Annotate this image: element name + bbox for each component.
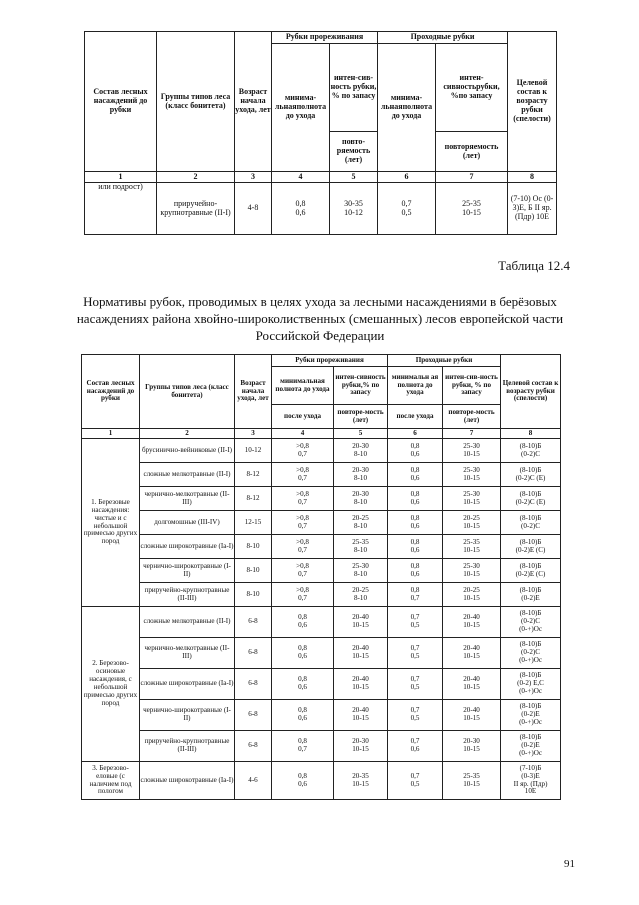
cell-age: 6-8 <box>235 731 272 762</box>
header-thin-min-density: минима-льнаяполнота до ухода <box>272 44 330 172</box>
cell-target: (8-10)Б (0-2)Е (0-+)Ос <box>501 731 561 762</box>
cell-age: 8-10 <box>235 559 272 583</box>
cell-thin-intensity: 20-35 10-15 <box>334 762 388 800</box>
cell-target: (8-10)Б (0-2)С (Е) <box>501 487 561 511</box>
cell-pass-intensity: 25-30 10-15 <box>443 439 501 463</box>
cell-target: (8-10)Б (0-2)С (0-+)Ос <box>501 638 561 669</box>
cell-forest-type: черничнo-мелкотравные (II-III) <box>140 487 235 511</box>
table-row <box>82 669 561 700</box>
table-row <box>82 535 561 559</box>
header-thinning: Рубки прореживания <box>272 355 388 367</box>
cell-thin-density: 0,8 0,7 <box>272 731 334 762</box>
table-row <box>82 511 561 535</box>
top-table <box>84 31 557 235</box>
cell-age: 8-12 <box>235 487 272 511</box>
table-row <box>82 487 561 511</box>
cell-thin-intensity: 20-30 8-10 <box>334 487 388 511</box>
cell-thin-density: >0,8 0,7 <box>272 487 334 511</box>
cell-thin-intensity: 20-40 10-15 <box>334 669 388 700</box>
group-name: 1. Березовые насаждения: чистые и с небольшой примесью других пород <box>82 439 140 607</box>
cell-pass-intensity: 25-30 10-15 <box>443 463 501 487</box>
cell-forest-type: долгомошные (III-IV) <box>140 511 235 535</box>
cell-pass-intensity: 20-30 10-15 <box>443 731 501 762</box>
cell-thin-intensity: 25-30 8-10 <box>334 559 388 583</box>
header-passage: Проходные рубки <box>378 32 508 44</box>
cell-age: 8-10 <box>235 583 272 607</box>
cell-pass-intensity: 20-40 10-15 <box>443 669 501 700</box>
header-age: Возраст начала ухода, лет <box>235 32 272 172</box>
col-number: 8 <box>501 429 561 439</box>
group-name: 3. Березово-еловые (с наличием под пологом <box>82 762 140 800</box>
col-number: 1 <box>85 172 157 183</box>
cell-thin-density: 0,8 0,6 <box>272 183 330 235</box>
cell-target: (7-10) Ос (0-3)Е, Б II яр. (Пдр) 10Е <box>508 183 557 235</box>
header-pass-repeat: повторяемость (лет) <box>436 132 508 172</box>
cell-thin-density: 0,8 0,6 <box>272 669 334 700</box>
cell-thin-density: >0,8 0,7 <box>272 439 334 463</box>
cell-forest-type: приручейно-крупнотравные (II-I) <box>157 183 235 235</box>
cell-pass-density: 0,8 0,6 <box>388 511 443 535</box>
cell-pass-intensity: 20-25 10-15 <box>443 583 501 607</box>
cell-thin-intensity: 30-35 10-12 <box>330 183 378 235</box>
header-pass-min-density: минимальн ая полнота до ухода <box>388 367 443 405</box>
cell-thin-intensity: 25-35 8-10 <box>334 535 388 559</box>
cell-age: 8-10 <box>235 535 272 559</box>
cell-target: (8-10)Б (0-2)Е (0-+)Ос <box>501 700 561 731</box>
header-target: Целевой состав к возрасту рубки (спелости) <box>501 355 561 429</box>
header-after-care: после ухода <box>388 405 443 429</box>
header-thin-repeat: повто-ряемость (лет) <box>330 132 378 172</box>
cell-thin-density: >0,8 0,7 <box>272 511 334 535</box>
header-forest-types: Группы типов леса (класс бонитета) <box>157 32 235 172</box>
header-pass-min-density: минима-льнаяполнота до ухода <box>378 44 436 172</box>
cell-age: 10-12 <box>235 439 272 463</box>
cell-thin-intensity: 20-40 10-15 <box>334 638 388 669</box>
cell-pass-density: 0,7 0,5 <box>388 638 443 669</box>
cell-pass-density: 0,7 0,6 <box>388 731 443 762</box>
cell-target: (8-10)Б (0-2)С (Е) <box>501 463 561 487</box>
col-number: 3 <box>235 172 272 183</box>
header-thin-repeat: повторе-мость (лет) <box>334 405 388 429</box>
col-number: 2 <box>157 172 235 183</box>
cell-thin-density: >0,8 0,7 <box>272 535 334 559</box>
cell-pass-density: 0,8 0,6 <box>388 439 443 463</box>
header-pass-repeat: повторе-мость (лет) <box>443 405 501 429</box>
cell-thin-intensity: 20-30 10-15 <box>334 731 388 762</box>
table-row <box>82 583 561 607</box>
header-passage: Проходные рубки <box>388 355 501 367</box>
col-number: 5 <box>334 429 388 439</box>
header-pass-intensity: интен-сивностьрубки, %по запасу <box>436 44 508 132</box>
table-row <box>82 463 561 487</box>
page-number: 91 <box>564 858 575 870</box>
cell-forest-type: черничнo-мелкотравные (II-III) <box>140 638 235 669</box>
cell-target: (8-10)Б (0-2)Е (С) <box>501 535 561 559</box>
cell-pass-density: 0,7 0,5 <box>378 183 436 235</box>
cell-forest-type: сложные широкотравные (Ia-I) <box>140 762 235 800</box>
cell-forest-type: приручейно-крупнотравные (II-III) <box>140 583 235 607</box>
cell-pass-density: 0,8 0,7 <box>388 583 443 607</box>
cell-pass-intensity: 20-40 10-15 <box>443 700 501 731</box>
header-pass-intensity: интен-сив-ность рубки, % по запасу <box>443 367 501 405</box>
cell-target: (8-10)Б (0-2)Е <box>501 583 561 607</box>
cell-forest-type: сложные широкотравные (Ia-I) <box>140 669 235 700</box>
cell-thin-density: 0,8 0,6 <box>272 607 334 638</box>
cell-age: 8-12 <box>235 463 272 487</box>
header-forest-types: Группы типов леса (класс бонитета) <box>140 355 235 429</box>
col-number: 3 <box>235 429 272 439</box>
cell-target: (8-10)Б (0-2)С <box>501 439 561 463</box>
table-row <box>82 559 561 583</box>
table-row <box>82 439 561 463</box>
table-row <box>82 700 561 731</box>
cell-pass-intensity: 25-35 10-15 <box>443 535 501 559</box>
col-number: 6 <box>388 429 443 439</box>
cell-age: 6-8 <box>235 669 272 700</box>
main-table <box>81 354 561 800</box>
cell-target: (8-10)Б (0-2)С (0-+)Ос <box>501 607 561 638</box>
cell-age: 6-8 <box>235 700 272 731</box>
cell-pass-density: 0,8 0,6 <box>388 535 443 559</box>
cell-target: (8-10)Б (0-2)Е (С) <box>501 559 561 583</box>
cell-age: 4-6 <box>235 762 272 800</box>
cell-pass-density: 0,7 0,5 <box>388 607 443 638</box>
cell-pass-density: 0,7 0,5 <box>388 762 443 800</box>
header-thin-intensity: интен-сив-ность рубки, % по запасу <box>330 44 378 132</box>
col-number: 5 <box>330 172 378 183</box>
cell-pass-density: 0,7 0,5 <box>388 669 443 700</box>
cell-pass-density: 0,8 0,6 <box>388 559 443 583</box>
cell-pass-intensity: 20-40 10-15 <box>443 607 501 638</box>
table-row <box>82 762 561 800</box>
header-composition: Состав лесных насаждений до рубки <box>82 355 140 429</box>
cell-composition: или подрост) <box>85 183 157 235</box>
cell-forest-type: черничнo-широкотравные (I-II) <box>140 700 235 731</box>
cell-pass-intensity: 20-40 10-15 <box>443 638 501 669</box>
col-number: 7 <box>436 172 508 183</box>
col-number: 7 <box>443 429 501 439</box>
cell-pass-intensity: 25-35 10-15 <box>443 762 501 800</box>
cell-thin-density: 0,8 0,6 <box>272 638 334 669</box>
header-composition: Состав лесных насаждений до рубки <box>85 32 157 172</box>
col-number: 4 <box>272 429 334 439</box>
cell-age: 6-8 <box>235 607 272 638</box>
cell-pass-intensity: 25-30 10-15 <box>443 487 501 511</box>
col-number: 8 <box>508 172 557 183</box>
cell-thin-intensity: 20-40 10-15 <box>334 607 388 638</box>
cell-forest-type: сложные мелкотравные (II-I) <box>140 463 235 487</box>
cell-target: (8-10)Б (0-2)С <box>501 511 561 535</box>
group-name: 2. Березово-осиновые насаждения, с небольшой примесью других пород <box>82 607 140 762</box>
cell-thin-density: 0,8 0,6 <box>272 762 334 800</box>
col-number: 2 <box>140 429 235 439</box>
header-thinning: Рубки прореживания <box>272 32 378 44</box>
header-thin-intensity: интен-сивность рубки,% по запасу <box>334 367 388 405</box>
cell-age: 6-8 <box>235 638 272 669</box>
cell-pass-density: 0,7 0,5 <box>388 700 443 731</box>
col-number: 6 <box>378 172 436 183</box>
cell-pass-intensity: 20-25 10-15 <box>443 511 501 535</box>
cell-thin-density: >0,8 0,7 <box>272 583 334 607</box>
cell-forest-type: приручейно-крупнотравные (II-III) <box>140 731 235 762</box>
cell-forest-type: сложные широкотравные (Ia-I) <box>140 535 235 559</box>
table-title: Нормативы рубок, проводимых в целях ухода за лесными насаждениями в берёзовых насаждениях района хвойно-широколиственных (смешанных) лесов европейской части Российской Федерации <box>76 294 564 344</box>
cell-thin-intensity: 20-40 10-15 <box>334 700 388 731</box>
table-label: Таблица 12.4 <box>498 258 570 273</box>
cell-thin-density: >0,8 0,7 <box>272 559 334 583</box>
table-row <box>82 638 561 669</box>
header-after-care: после ухода <box>272 405 334 429</box>
cell-thin-intensity: 20-30 8-10 <box>334 463 388 487</box>
cell-target: (8-10)Б (0-2) Е,С (0-+)Ос <box>501 669 561 700</box>
cell-forest-type: черничнo-широкотравные (I-II) <box>140 559 235 583</box>
cell-forest-type: сложные мелкотравные (II-I) <box>140 607 235 638</box>
cell-pass-density: 0,8 0,6 <box>388 463 443 487</box>
col-number: 1 <box>82 429 140 439</box>
table-row <box>82 731 561 762</box>
cell-thin-intensity: 20-30 8-10 <box>334 439 388 463</box>
cell-target: (7-10)Б (0-3)Е II яр. (Пдр) 10Е <box>501 762 561 800</box>
cell-pass-intensity: 25-30 10-15 <box>443 559 501 583</box>
cell-thin-density: 0,8 0,6 <box>272 700 334 731</box>
header-age: Возраст начала ухода, лет <box>235 355 272 429</box>
cell-thin-intensity: 20-25 8-10 <box>334 583 388 607</box>
cell-pass-density: 0,8 0,6 <box>388 487 443 511</box>
cell-thin-intensity: 20-25 8-10 <box>334 511 388 535</box>
cell-age: 4-8 <box>235 183 272 235</box>
cell-forest-type: брусинично-вейниковые (II-I) <box>140 439 235 463</box>
cell-age: 12-15 <box>235 511 272 535</box>
header-thin-min-density: минимальная полнота до ухода <box>272 367 334 405</box>
table-row <box>82 607 561 638</box>
col-number: 4 <box>272 172 330 183</box>
cell-pass-intensity: 25-35 10-15 <box>436 183 508 235</box>
cell-thin-density: >0,8 0,7 <box>272 463 334 487</box>
header-target: Целевой состав к возрасту рубки (спелости) <box>508 32 557 172</box>
